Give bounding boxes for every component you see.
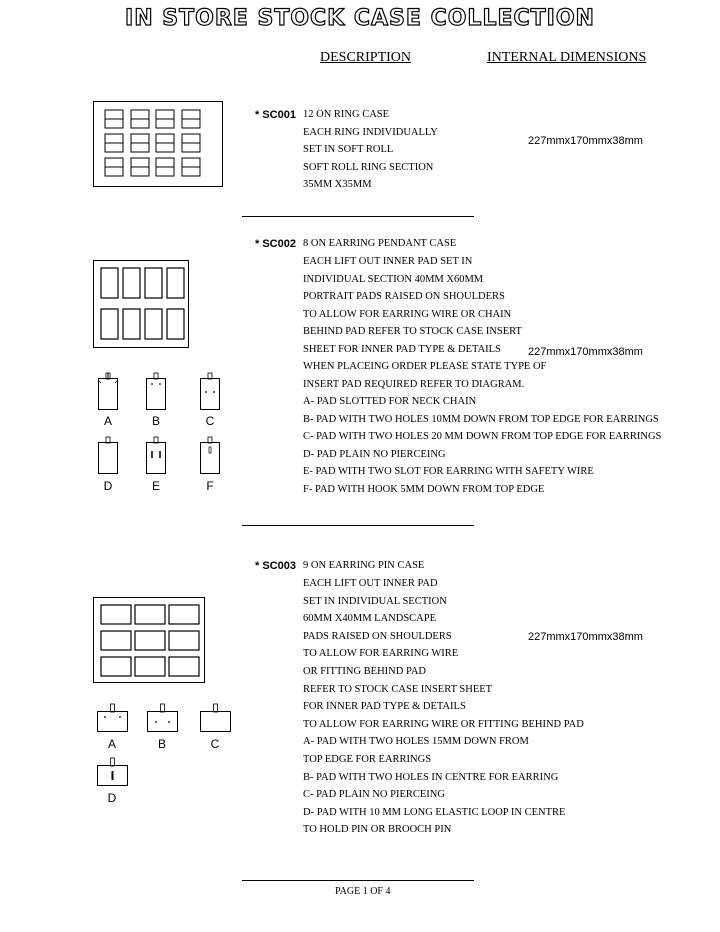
description-line: 12 ON RING CASE [303,109,390,120]
pad-label-b: B [157,737,166,751]
footer-divider [242,880,474,881]
pad-label-b: B [151,414,160,428]
page-title: IN STORE STOCK CASE COLLECTION [125,6,595,31]
description-line: PADS RAISED ON SHOULDERS [303,630,452,642]
description-line: TO HOLD PIN OR BROOCH PIN [303,824,452,836]
earring-pin-case-diagram [93,597,205,683]
description-line: BEHIND PAD REFER TO STOCK CASE INSERT [303,326,522,337]
section-divider [242,216,474,217]
description-line: OR FITTING BEHIND PAD [303,665,426,677]
pad-d-diagram [97,758,128,786]
pad-a-diagram [97,704,128,732]
ring-case-diagram [93,101,223,187]
description-line: PORTRAIT PADS RAISED ON SHOULDERS [303,291,505,302]
description-line: A- PAD SLOTTED FOR NECK CHAIN [303,396,477,407]
description-line: EACH LIFT OUT INNER PAD SET IN [303,256,473,267]
page-number: PAGE 1 OF 4 [335,886,391,897]
description-line: EACH LIFT OUT INNER PAD [303,578,438,589]
description-line: A- PAD WITH TWO HOLES 15MM DOWN FROM [303,736,529,748]
pad-e-diagram [146,437,166,475]
description-line: TOP EDGE FOR EARRINGS [303,753,432,765]
item-code-sc002: * SC002 [255,238,296,250]
pad-d-diagram [98,437,118,475]
pad-b-diagram [147,704,178,732]
item-description-sc002 [303,256,661,501]
description-line: 60MM X40MM LANDSCAPE [303,613,437,625]
item-dimensions-sc002: 227mmx170mmx38mm [528,346,643,358]
description-line: C- PAD PLAIN NO PIERCEING [303,789,445,801]
item-dimensions-sc001: 227mmx170mmx38mm [528,135,643,147]
description-line: SET IN SOFT ROLL [303,144,394,156]
dimensions-header: INTERNAL DIMENSIONS [487,50,647,65]
item-first-line-sc002: 8 ON EARRING PENDANT CASE [303,238,457,249]
pad-label-d: D [107,791,117,805]
pad-label-f: F [206,479,214,493]
description-line: INDIVIDUAL SECTION 40MM X60MM [303,273,484,285]
description-line: TO ALLOW FOR EARRING WIRE OR FITTING BEHIND PAD [303,718,584,730]
earring-pendant-case-diagram [93,260,189,348]
pad-label-a: A [103,414,112,428]
description-header: DESCRIPTION [320,50,412,65]
description-line: EACH RING INDIVIDUALLY [303,126,438,138]
item-description-sc001 [303,109,438,197]
item-first-line-sc003: 9 ON EARRING PIN CASE [303,560,425,571]
description-line: F- PAD WITH HOOK 5MM DOWN FROM TOP EDGE [303,483,545,495]
pad-a-diagram [98,373,118,411]
description-line: SOFT ROLL RING SECTION [303,161,434,173]
section-divider [242,525,474,526]
description-line: E- PAD WITH TWO SLOT FOR EARRING WITH SAFETY WIRE [303,466,594,477]
description-line: TO ALLOW FOR EARRING WIRE OR CHAIN [303,308,512,320]
description-line: D- PAD WITH 10 MM LONG ELASTIC LOOP IN CENTRE [303,806,566,818]
description-line: B- PAD WITH TWO HOLES 10MM DOWN FROM TOP EDGE FOR EARRINGS [303,413,659,425]
description-line: D- PAD PLAIN NO PIERCEING [303,448,446,460]
pad-label-d: D [103,479,113,493]
item-description-sc003 [303,578,584,842]
description-line: B- PAD WITH TWO HOLES IN CENTRE FOR EARRING [303,771,559,783]
pad-label-c: C [210,737,220,751]
pad-label-a: A [107,737,116,751]
description-line: WHEN PLACEING ORDER PLEASE STATE TYPE OF [303,361,547,372]
item-dimensions-sc003: 227mmx170mmx38mm [528,631,643,643]
description-line: TO ALLOW FOR EARRING WIRE [303,648,459,660]
pad-f-diagram [200,437,220,475]
item-code-sc003: * SC003 [255,560,296,572]
description-line: 35MM X35MM [303,179,372,191]
description-line: INSERT PAD REQUIRED REFER TO DIAGRAM. [303,378,525,390]
pad-label-e: E [151,479,160,493]
pad-b-diagram [146,373,166,411]
pad-c-diagram [200,704,231,732]
description-line: SET IN INDIVIDUAL SECTION [303,595,447,607]
item-code-sc001: * SC001 [255,109,296,121]
description-line: REFER TO STOCK CASE INSERT SHEET [303,683,493,695]
pad-label-c: C [205,414,215,428]
description-line: C- PAD WITH TWO HOLES 20 MM DOWN FROM TOP EDGE FOR EARRINGS [303,431,662,442]
pad-c-diagram [200,373,220,411]
description-line: SHEET FOR INNER PAD TYPE & DETAILS [303,343,501,355]
description-line: FOR INNER PAD TYPE & DETAILS [303,701,466,713]
